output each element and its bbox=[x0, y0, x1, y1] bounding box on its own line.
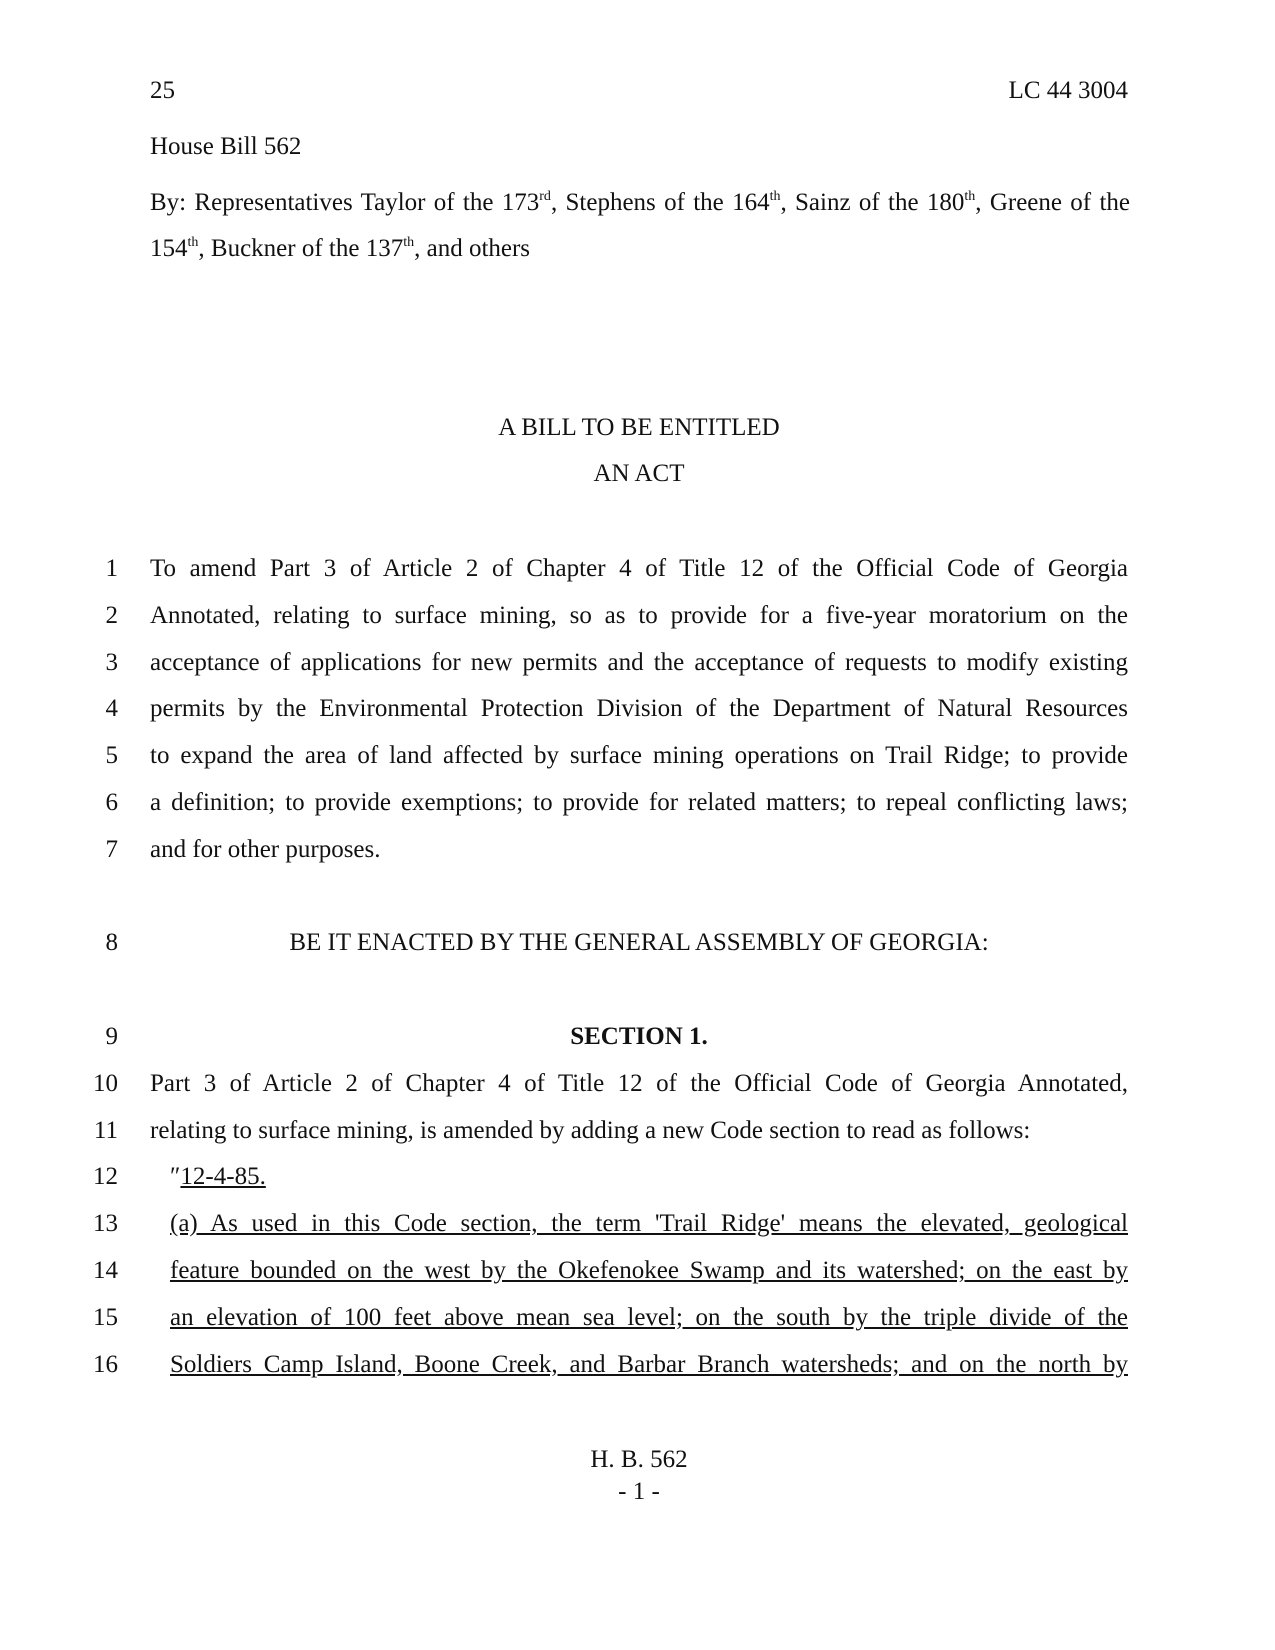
line-7 bbox=[0, 835, 1275, 882]
ordinal-suffix: th bbox=[187, 235, 199, 250]
line-number: 10 bbox=[93, 1069, 118, 1097]
ordinal-suffix: rd bbox=[539, 189, 551, 204]
line-number: 16 bbox=[93, 1350, 118, 1378]
line-10 bbox=[0, 1069, 1275, 1116]
line-12 bbox=[0, 1162, 1275, 1209]
line-number: 8 bbox=[105, 929, 118, 957]
line-text: permits by the Environmental Protection Division of the Department of Natural Resources bbox=[150, 695, 1128, 723]
sponsors-text-4: , Greene of the 154 bbox=[150, 189, 1130, 262]
section-heading: SECTION 1. bbox=[570, 1022, 708, 1050]
sponsors-line bbox=[150, 180, 1130, 272]
line-text-underlined: an elevation of 100 feet above mean sea level; on the south by the triple divide of the bbox=[170, 1303, 1128, 1331]
sponsors-text-6: , and others bbox=[414, 235, 531, 262]
open-quote: ″ bbox=[170, 1163, 181, 1191]
line-text: To amend Part 3 of Article 2 of Chapter 4 of Title 12 of the Official Code of Georgia bbox=[150, 555, 1128, 582]
line-text-underlined: feature bounded on the west by the Okefenokee Swamp and its watershed; on the east by bbox=[170, 1256, 1128, 1284]
line-number: 2 bbox=[105, 601, 118, 629]
line-text: acceptance of applications for new permits and the acceptance of requests to modify existing bbox=[150, 648, 1128, 676]
line-11 bbox=[0, 1116, 1275, 1163]
title-line-2: AN ACT bbox=[593, 460, 685, 487]
line-16 bbox=[0, 1350, 1275, 1397]
title-line-1: A BILL TO BE ENTITLED bbox=[498, 414, 780, 441]
numbered-lines bbox=[0, 554, 1275, 1396]
line-9 bbox=[0, 1022, 1275, 1069]
line-text: relating to surface mining, is amended by adding a new Code section to read as follows: bbox=[150, 1116, 1031, 1144]
line-number: 11 bbox=[93, 1116, 118, 1144]
line-13 bbox=[0, 1209, 1275, 1256]
line-number: 5 bbox=[105, 742, 118, 770]
line-1 bbox=[0, 554, 1275, 601]
line-14 bbox=[0, 1256, 1275, 1303]
line-6 bbox=[0, 788, 1275, 835]
line-number: 3 bbox=[105, 648, 118, 676]
code-section-number bbox=[170, 1162, 1128, 1192]
bill-number: House Bill 562 bbox=[150, 133, 302, 160]
line-number: 4 bbox=[105, 695, 118, 723]
line-5 bbox=[0, 741, 1275, 788]
line-2 bbox=[0, 601, 1275, 648]
line-text: Annotated, relating to surface mining, so as to provide for a five-year moratorium on the bbox=[150, 601, 1128, 629]
header-lc-code: LC 44 3004 bbox=[1008, 77, 1128, 104]
spacer bbox=[0, 882, 1275, 929]
enacting-clause: BE IT ENACTED BY THE GENERAL ASSEMBLY OF GEORGIA: bbox=[289, 929, 989, 957]
line-3 bbox=[0, 648, 1275, 695]
line-4 bbox=[0, 694, 1275, 741]
line-text: to expand the area of land affected by surface mining operations on Trail Ridge; to provide bbox=[150, 742, 1128, 770]
line-text: a definition; to provide exemptions; to provide for related matters; to repeal conflicting laws; bbox=[150, 788, 1128, 816]
sponsors-text-2: , Stephens of the 164 bbox=[550, 189, 770, 216]
line-number: 14 bbox=[93, 1256, 118, 1284]
line-text: and for other purposes. bbox=[150, 835, 381, 863]
footer-bill-short: H. B. 562 bbox=[590, 1446, 688, 1473]
ordinal-suffix: th bbox=[964, 189, 976, 204]
line-number: 1 bbox=[105, 555, 118, 582]
line-number: 15 bbox=[93, 1303, 118, 1331]
line-number: 6 bbox=[105, 788, 118, 816]
code-section-text: 12-4-85. bbox=[180, 1163, 266, 1191]
line-text-underlined: Soldiers Camp Island, Boone Creek, and Barbar Branch watersheds; and on the north by bbox=[170, 1350, 1128, 1378]
ordinal-suffix: th bbox=[769, 189, 781, 204]
ordinal-suffix: th bbox=[403, 235, 415, 250]
header-page-ref: 25 bbox=[150, 77, 175, 104]
line-8 bbox=[0, 928, 1275, 975]
line-number: 12 bbox=[93, 1163, 118, 1191]
line-text: Part 3 of Article 2 of Chapter 4 of Title 12 of the Official Code of Georgia Annotated, bbox=[150, 1069, 1128, 1097]
line-text-underlined: (a) As used in this Code section, the term 'Trail Ridge' means the elevated, geological bbox=[170, 1210, 1128, 1238]
line-number: 9 bbox=[105, 1022, 118, 1050]
spacer bbox=[0, 975, 1275, 1022]
line-number: 13 bbox=[93, 1210, 118, 1238]
footer-page-number: - 1 - bbox=[618, 1478, 660, 1505]
line-15 bbox=[0, 1303, 1275, 1350]
sponsors-text-5: , Buckner of the 137 bbox=[198, 235, 404, 262]
line-number: 7 bbox=[105, 835, 118, 863]
sponsors-text-3: , Sainz of the 180 bbox=[780, 189, 965, 216]
sponsors-text-1: By: Representatives Taylor of the 173 bbox=[150, 189, 540, 216]
